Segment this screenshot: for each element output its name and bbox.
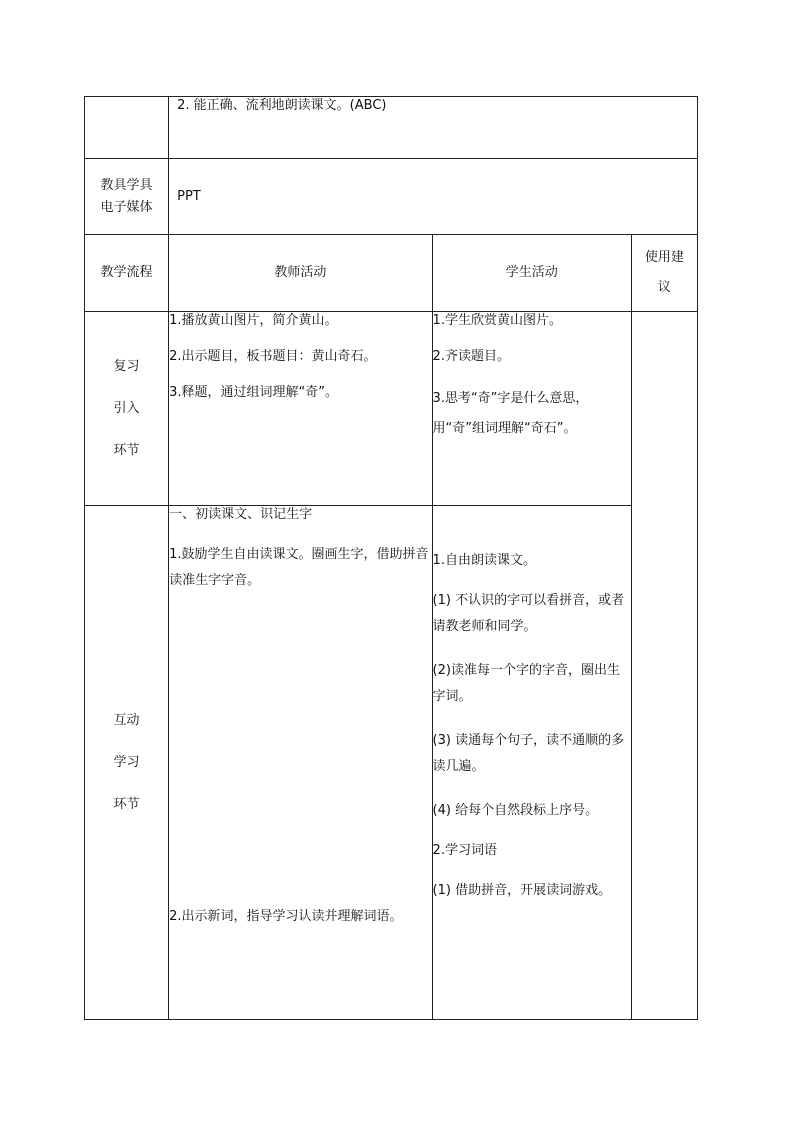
objectives-row — [85, 97, 698, 159]
review-teacher-item2: 2.出示题目，板书题目：黄山奇石。 — [169, 349, 377, 364]
header-student: 学生活动 — [432, 235, 631, 312]
review-stage — [85, 312, 169, 506]
interactive-teacher-spacer — [169, 612, 431, 892]
review-student-item2: 2.齐读题目。 — [432, 349, 510, 364]
media-label-line1: 教具学具 — [100, 177, 153, 193]
objectives-empty-cell — [85, 97, 169, 159]
review-row — [85, 312, 698, 506]
interactive-student-item2: 2.学习词语 — [432, 843, 497, 858]
interactive-teacher-cell — [169, 506, 432, 1020]
interactive-teacher-heading: 一、初读课文、识记生字 — [169, 507, 313, 522]
header-advice-line1: 使用建 — [644, 250, 684, 265]
advice-cell — [631, 312, 697, 1020]
review-teacher-item1: 1.播放黄山图片，简介黄山。 — [169, 313, 338, 328]
lesson-plan-table — [84, 96, 698, 1020]
review-teacher-item3: 3.释题，通过组词理解“奇”。 — [169, 385, 338, 400]
review-stage-line2: 引入 — [113, 400, 140, 416]
review-student-cell — [432, 312, 631, 506]
media-row — [85, 159, 698, 235]
header-advice-line2: 议 — [657, 280, 671, 295]
objective-item-2: 2. 能正确、流利地朗读课文。(ABC) — [169, 97, 698, 159]
interactive-stage-line2: 学习 — [113, 754, 140, 770]
interactive-student-cell — [432, 506, 631, 1020]
header-process: 教学流程 — [85, 235, 169, 312]
interactive-stage — [85, 506, 169, 1020]
review-student-item3: 3.思考“奇”字是什么意思，用“奇”组词理解“奇石”。 — [432, 391, 589, 436]
interactive-stage-line3: 环节 — [113, 796, 140, 812]
header-advice — [631, 235, 697, 312]
header-teacher: 教师活动 — [169, 235, 432, 312]
interactive-teacher-item1: 1.鼓励学生自由读课文。圈画生字，借助拼音读准生字字音。 — [169, 547, 429, 588]
media-label-line2: 电子媒体 — [100, 199, 153, 215]
media-value: PPT — [169, 159, 698, 235]
media-label — [85, 159, 169, 235]
review-stage-line3: 环节 — [113, 442, 140, 458]
interactive-student-sub4: (4) 给每个自然段标上序号。 — [432, 803, 599, 818]
interactive-row — [85, 506, 698, 1020]
interactive-student-sub3: (3) 读通每个句子，读不通顺的多读几遍。 — [432, 733, 625, 774]
interactive-student-item1: 1.自由朗读课文。 — [432, 553, 536, 568]
interactive-stage-line1: 互动 — [113, 712, 140, 728]
interactive-student-sub2: (2)读准每一个字的字音，圈出生字词。 — [432, 663, 620, 704]
review-teacher-cell — [169, 312, 432, 506]
review-student-item1: 1.学生欣赏黄山图片。 — [432, 313, 562, 328]
interactive-student-sub1: (1) 不认识的字可以看拼音，或者请教老师和同学。 — [432, 593, 625, 634]
interactive-student-sub5: (1) 借助拼音，开展读词游戏。 — [432, 883, 612, 898]
header-row — [85, 235, 698, 312]
review-stage-line1: 复习 — [113, 358, 140, 374]
interactive-teacher-item2: 2.出示新词，指导学习认读并理解词语。 — [169, 909, 403, 924]
